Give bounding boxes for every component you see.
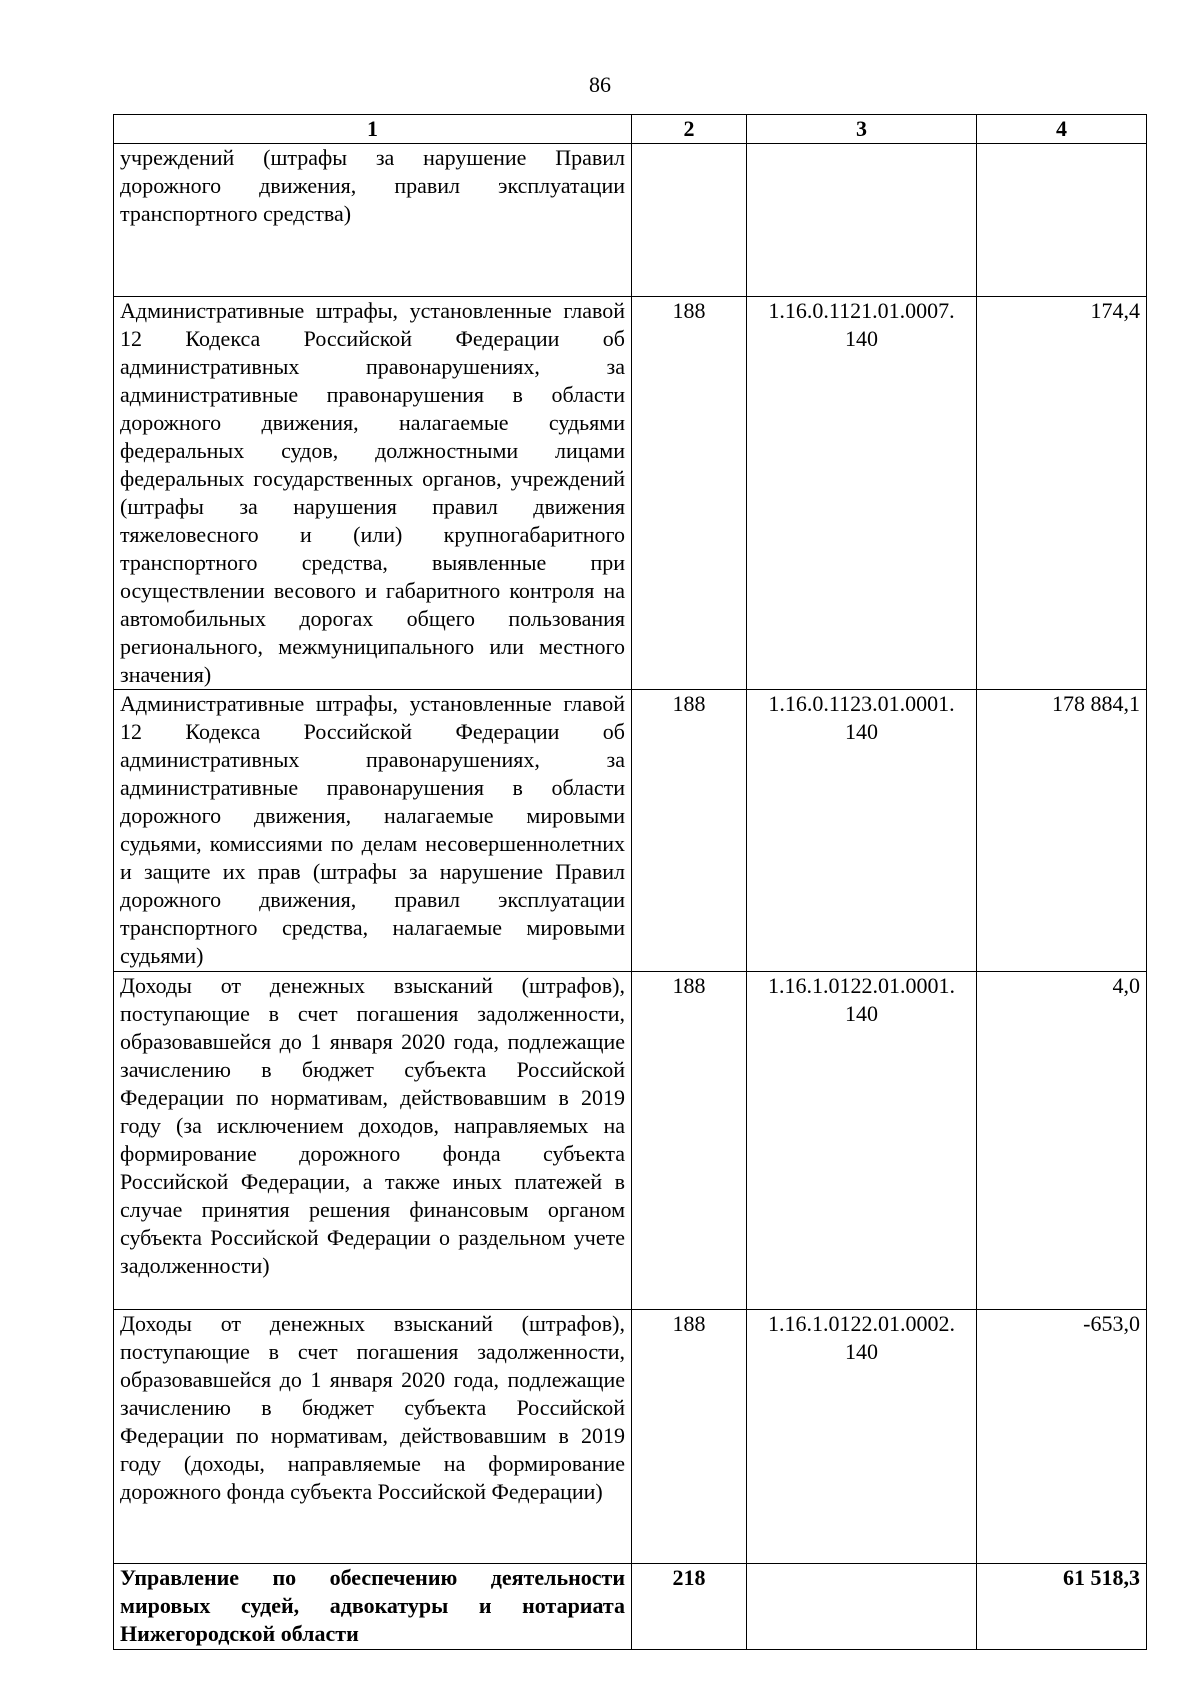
row-description: Доходы от денежных взысканий (штрафов), поступающие в счет погашения задолженности, образовавшейся до 1 января 2020 года, подлежащие зачислению в бюджет субъекта Российской Федерации по нормативам, действовавшим в 2019 году (доходы, направляемые на формирование дорожного фонда субъекта Российской Федерации) xyxy=(114,1310,632,1564)
total-row xyxy=(114,1564,1147,1650)
table-row xyxy=(114,297,1147,690)
row-description: учреждений (штрафы за нарушение Правил дорожного движения, правил эксплуатации транспортного средства) xyxy=(114,144,632,297)
table-row xyxy=(114,1310,1147,1564)
row-admin-code: 188 xyxy=(632,690,747,972)
column-header-4: 4 xyxy=(977,115,1147,144)
column-header-2: 2 xyxy=(632,115,747,144)
revenue-table xyxy=(113,114,1147,1650)
row-budget-code xyxy=(747,1310,977,1564)
budget-code-line2: 140 xyxy=(845,326,878,351)
row-budget-code xyxy=(747,297,977,690)
page-number: 86 xyxy=(589,72,611,97)
row-amount xyxy=(977,144,1147,297)
row-description: Административные штрафы, установленные главой 12 Кодекса Российской Федерации об административных правонарушениях, за административные правонарушения в области дорожного движения, налагаемые мировыми судьями, комиссиями по делам несовершеннолетних и защите их прав (штрафы за нарушение Правил дорожного движения, правил эксплуатации транспортного средства, налагаемые мировыми судьями) xyxy=(114,690,632,972)
column-header-3: 3 xyxy=(747,115,977,144)
table-row xyxy=(114,144,1147,297)
row-budget-code xyxy=(747,144,977,297)
table-row xyxy=(114,690,1147,972)
row-admin-code: 188 xyxy=(632,297,747,690)
budget-code-line2: 140 xyxy=(845,719,878,744)
total-description: Управление по обеспечению деятельности мировых судей, адвокатуры и нотариата Нижегородской области xyxy=(114,1564,632,1650)
table-header-row xyxy=(114,115,1147,144)
total-admin-code: 218 xyxy=(632,1564,747,1650)
budget-code-line1: 1.16.0.1123.01.0001. xyxy=(768,691,955,716)
row-description: Доходы от денежных взысканий (штрафов), поступающие в счет погашения задолженности, образовавшейся до 1 января 2020 года, подлежащие зачислению в бюджет субъекта Российской Федерации по нормативам, действовавшим в 2019 году (за исключением доходов, направляемых на формирование дорожного фонда субъекта Российской Федерации, а также иных платежей в случае принятия решения финансовым органом субъекта Российской Федерации о раздельном учете задолженности) xyxy=(114,972,632,1310)
total-budget-code xyxy=(747,1564,977,1650)
row-budget-code xyxy=(747,972,977,1310)
budget-code-line1: 1.16.1.0122.01.0002. xyxy=(768,1311,955,1336)
budget-code-line2: 140 xyxy=(845,1001,878,1026)
total-amount: 61 518,3 xyxy=(977,1564,1147,1650)
row-admin-code: 188 xyxy=(632,1310,747,1564)
row-admin-code xyxy=(632,144,747,297)
budget-code-line1: 1.16.0.1121.01.0007. xyxy=(768,298,955,323)
column-header-1: 1 xyxy=(114,115,632,144)
row-amount: -653,0 xyxy=(977,1310,1147,1564)
row-amount: 174,4 xyxy=(977,297,1147,690)
budget-code-line1: 1.16.1.0122.01.0001. xyxy=(768,973,955,998)
table-row xyxy=(114,972,1147,1310)
row-admin-code: 188 xyxy=(632,972,747,1310)
row-description: Административные штрафы, установленные главой 12 Кодекса Российской Федерации об административных правонарушениях, за административные правонарушения в области дорожного движения, налагаемые судьями федеральных судов, должностными лицами федеральных государственных органов, учреждений (штрафы за нарушения правил движения тяжеловесного и (или) крупногабаритного транспортного средства, выявленные при осуществлении весового и габаритного контроля на автомобильных дорогах общего пользования регионального, межмуниципального или местного значения) xyxy=(114,297,632,690)
row-amount: 4,0 xyxy=(977,972,1147,1310)
row-budget-code xyxy=(747,690,977,972)
row-amount: 178 884,1 xyxy=(977,690,1147,972)
budget-code-line2: 140 xyxy=(845,1339,878,1364)
